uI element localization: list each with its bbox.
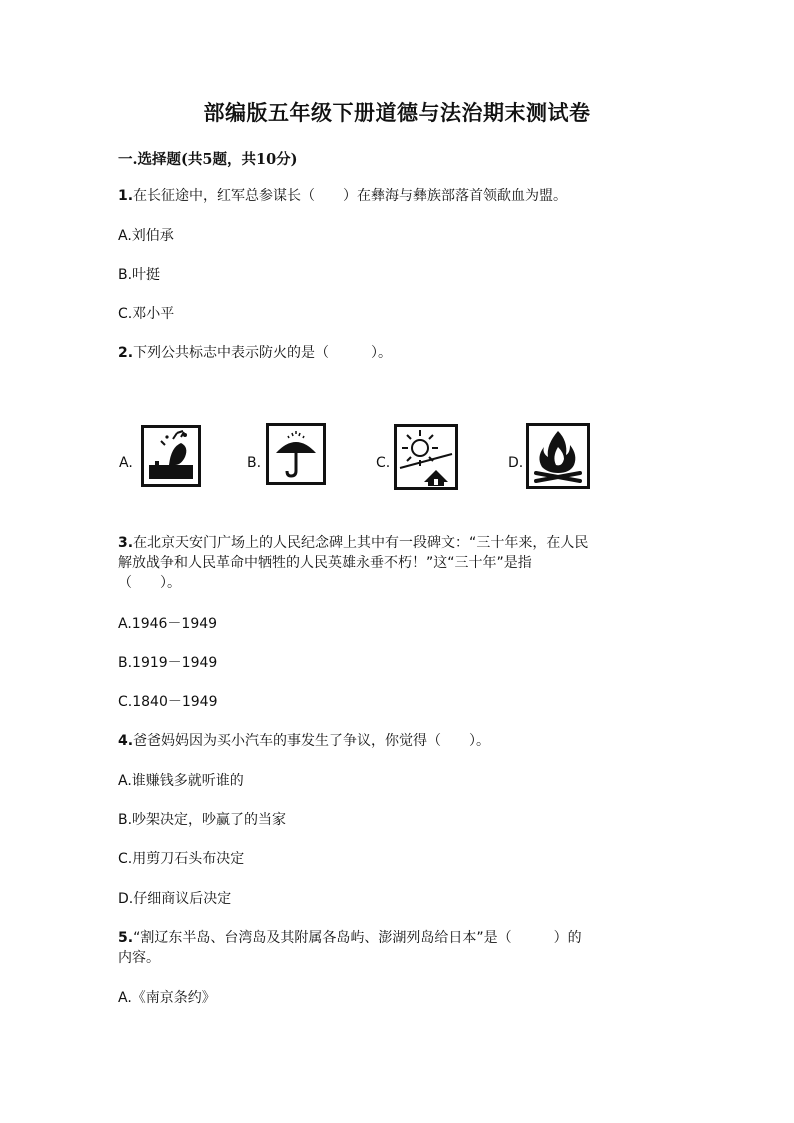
question-text-line-2: 内容。 [118,950,160,966]
sign-option-b-label[interactable]: B. [247,455,262,471]
option-4a[interactable]: A.谁赚钱多就听谁的 [118,773,244,789]
question-text-line-3: （ ）。 [118,575,181,591]
sign-option-c-label[interactable]: C. [376,455,391,471]
question-1 [118,186,678,206]
question-text: 下列公共标志中表示防火的是（ ）。 [133,345,393,361]
question-number: 3. [118,535,134,551]
question-number: 2. [118,345,134,361]
umbrella-icon [266,423,326,485]
splash-water-icon [141,425,201,487]
question-text: 爸爸妈妈因为买小汽车的事发生了争议，你觉得（ ）。 [133,733,491,749]
sun-house-icon [394,424,458,486]
question-5 [118,928,688,968]
question-number: 1. [118,188,134,204]
question-2 [118,343,678,363]
question-text-line-1: “割辽东半岛、台湾岛及其附属各岛屿、澎湖列岛给日本”是（ ）的 [133,930,582,946]
option-4c[interactable]: C.用剪刀石头布决定 [118,851,245,867]
sign-option-a-label[interactable]: A. [119,455,133,471]
option-1c[interactable]: C.邓小平 [118,306,175,322]
option-3a[interactable]: A.1946－1949 [118,616,218,632]
question-text-line-2: 解放战争和人民革命中牺牲的人民英雄永垂不朽！”这“三十年”是指 [118,555,532,571]
option-4d[interactable]: D.仔细商议后决定 [118,891,232,907]
question-number: 5. [118,930,134,946]
option-1b[interactable]: B.叶挺 [118,267,161,283]
fire-icon [526,423,590,485]
option-3b[interactable]: B.1919－1949 [118,655,218,671]
page-title: 部编版五年级下册道德与法治期末测试卷 [203,100,591,125]
question-text: 在长征途中，红军总参谋长（ ）在彝海与彝族部落首领歃血为盟。 [133,188,568,204]
option-5a[interactable]: A.《南京条约》 [118,990,216,1006]
sign-option-d-label[interactable]: D. [508,455,524,471]
option-1a[interactable]: A.刘伯承 [118,228,174,244]
question-number: 4. [118,733,134,749]
question-3 [118,533,688,593]
section-heading: 一.选择题(共5题，共10分) [118,151,298,168]
option-4b[interactable]: B.吵架决定，吵赢了的当家 [118,812,287,828]
option-3c[interactable]: C.1840－1949 [118,694,218,710]
question-4 [118,731,678,751]
question-text-line-1: 在北京天安门广场上的人民纪念碑上其中有一段碑文：“三十年来，在人民 [133,535,589,551]
